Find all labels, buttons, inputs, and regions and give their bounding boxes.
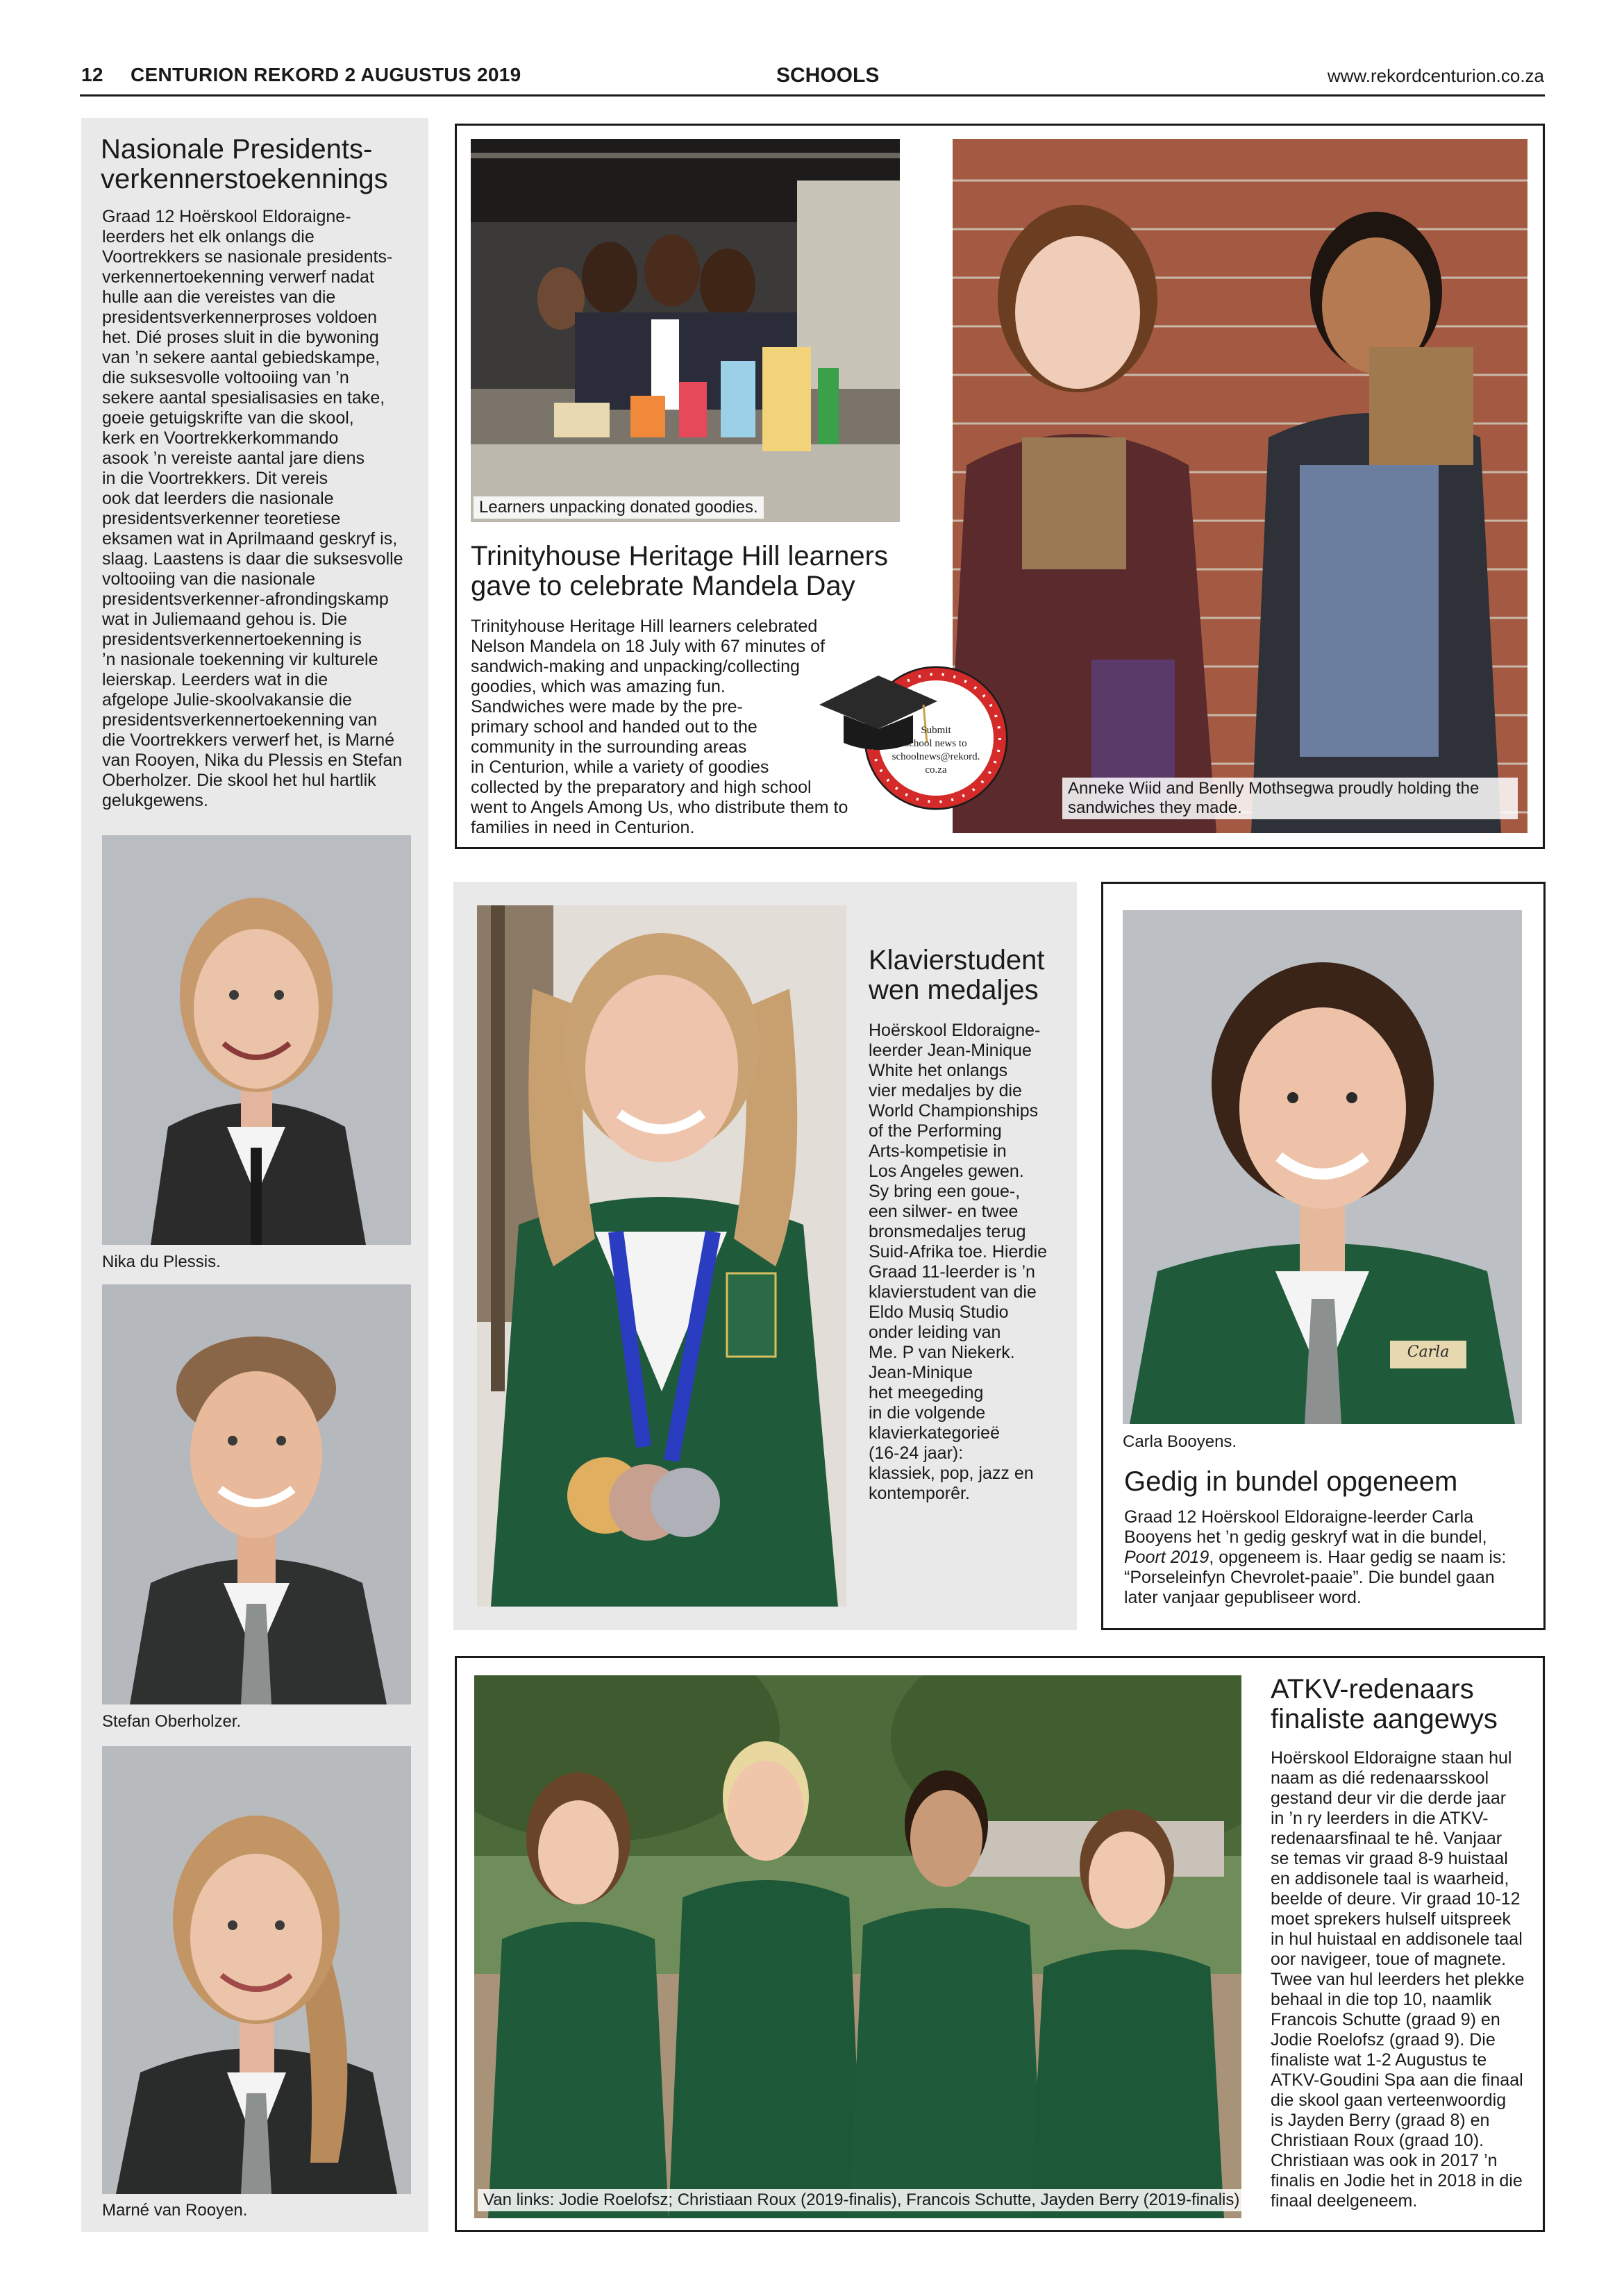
piano-body: Hoërskool Eldoraigne- leerder Jean-Minique White het onlangs vier medaljes by die World Championships of the Performing Arts-kompetisie in Los Angeles gewen. Sy bring een goue-, een silwer- en twee bronsmedaljes terug Suid-Afrika toe. Hierdie Graad 11-leerder is ’n klavierstudent van die Eldo Musiq Studio onder leiding van Me. P van Niekerk. Jean-Minique het meegeding in die volgende klavierkategorieë (16-24 jaar): klassiek, pop, jazz en kontemporêr. (869, 1021, 1048, 1503)
atkv-body: Hoërskool Eldoraigne staan hul naam as dié redenaarsskool gestand deur vir die derde jaar in ’n ry leerders in die ATKV- redenaarsfinaal te hê. Vanjaar se temas vir graad 8-9 huistaal en addisonele taal is waarheid, beelde of deure. Vir graad 10-12 moet sprekers hulself uitspreek in hul huistaal en addisonele taal oor navigeer, toue of magnete. Twee van hul leerders het plekke behaal in die top 10, naamlik Francois Schutte (graad 9) en Jodie Roelofsz (graad 9). Die finaliste wat 1-2 Augustus te ATKV-Goudini Spa aan die finaal die skool gaan verteenwoordig is Jayden Berry (graad 8) en Christiaan Roux (graad 10). Christiaan was ook in 2017 ’n finalis en Jodie het in 2018 in die finaal deelgeneem. (1271, 1748, 1525, 2211)
header-rule (80, 94, 1545, 97)
caption-atkv-finalists: Van links: Jodie Roelofsz; Christiaan Roux (2019-finalis), Francois Schutte, Jayden Berry (2019-finalis) (478, 2189, 1245, 2211)
caption-nika: Nika du Plessis. (102, 1252, 221, 1271)
atkv-article (455, 1656, 1545, 2232)
caption-learners-unpacking: Learners unpacking donated goodies. (474, 496, 764, 519)
poem-book-title: Poort 2019 (1124, 1548, 1209, 1567)
trinity-headline: Trinityhouse Heritage Hill learners gave to celebrate Mandela Day (471, 541, 888, 602)
photo-children-sandwiches (953, 139, 1527, 833)
page-number: 12 (81, 64, 103, 85)
name-tag: Carla (1407, 1343, 1450, 1361)
presidents-body: Graad 12 Hoërskool Eldoraigne- leerders het elk onlangs die Voortrekkers se nasionale presidents- verkennertoekenning verwerf nadat hulle aan die vereistes van die presidentsverkennerproses voldoen het. Dié proses sluit in die bywoning van ’n sekere aantal gebiedskampe, die suksesvolle voltooiing van ’n sekere aantal spesialisasies en take, goeie getuigskrifte van die skool, kerk en Voortrekkerkommando asook ’n vereiste aantal jare diens in die Voortrekkers. Dit vereis ook dat leerders die nasionale presidentsverkenner teoretiese eksamen wat in Aprilmaand geskryf is, slaag. Laastens is daar die suksesvolle voltooiing van die nasionale presidentsverkenner-afrondingskamp wat in Juliemaand gehou is. Die presidentsverkennertoekenning is ’n nasionale toekenning vir kulturele leierskap. Leerders wat in die afgelope Julie-skoolvakansie die presidentsverkennertoekenning van die Voortrekkers verwerf het, is Marné van Rooyen, Nika du Plessis en Stefan Oberholzer. Die skool het hul hartlik gelukgewens. (102, 207, 403, 810)
portrait-stefan-oberholzer (102, 1284, 411, 1704)
submit-badge-text: Submit school news to schoolnews@rekord. co.za (891, 725, 980, 776)
portrait-marne-van-rooyen (102, 1746, 411, 2194)
photo-atkv-finalists (474, 1675, 1241, 2218)
section-title: SCHOOLS (776, 64, 880, 87)
portrait-nika-du-plessis (102, 835, 411, 1245)
poem-article (1101, 882, 1546, 1630)
photo-jean-minique-medals (477, 905, 846, 1607)
presidents-article (81, 118, 428, 2232)
caption-stefan: Stefan Oberholzer. (102, 1712, 242, 1731)
caption-marne: Marné van Rooyen. (102, 2201, 248, 2220)
publication-title: CENTURION REKORD 2 AUGUSTUS 2019 (131, 64, 521, 85)
submit-news-badge[interactable] (812, 663, 1028, 819)
photo-learners-unpacking (471, 139, 900, 522)
trinity-body: Trinityhouse Heritage Hill learners celebrated Nelson Mandela on 18 July with 67 minutes of sandwich-making and unpacking/collecting goodies, which was amazing fun. Sandwiches were made by the pre- primary school and handed out to the community in the surrounding areas in Centurion, while a variety of goodies collected by the preparatory and high school went to Angels Among Us, who distribute them to families in need in Centurion. (471, 617, 848, 837)
piano-headline: Klavierstudent wen medaljes (869, 945, 1045, 1006)
atkv-headline: ATKV-redenaars finaliste aangewys (1271, 1674, 1498, 1735)
poem-body (1124, 1507, 1527, 1608)
portrait-carla-booyens (1123, 910, 1522, 1424)
website-link[interactable]: www.rekordcenturion.co.za (1327, 65, 1544, 86)
caption-children-sandwiches: Anneke Wiid and Benlly Mothsegwa proudly holding the sandwiches they made. (1062, 778, 1518, 819)
presidents-headline: Nasionale Presidents- verkennerstoekennings (101, 134, 388, 195)
poem-body-part2: , opgeneem is. Haar gedig se naam is: “Porseleinfyn Chevrolet-paaie”. Die bundel gaan later vanjaar gepubliseer word. (1124, 1548, 1507, 1607)
piano-article (453, 882, 1077, 1630)
caption-carla: Carla Booyens. (1123, 1432, 1237, 1451)
poem-body-part1: Graad 12 Hoërskool Eldoraigne-leerder Carla Booyens het ’n gedig geskryf wat in die bundel, (1124, 1507, 1487, 1547)
poem-headline: Gedig in bundel opgeneem (1124, 1466, 1458, 1497)
